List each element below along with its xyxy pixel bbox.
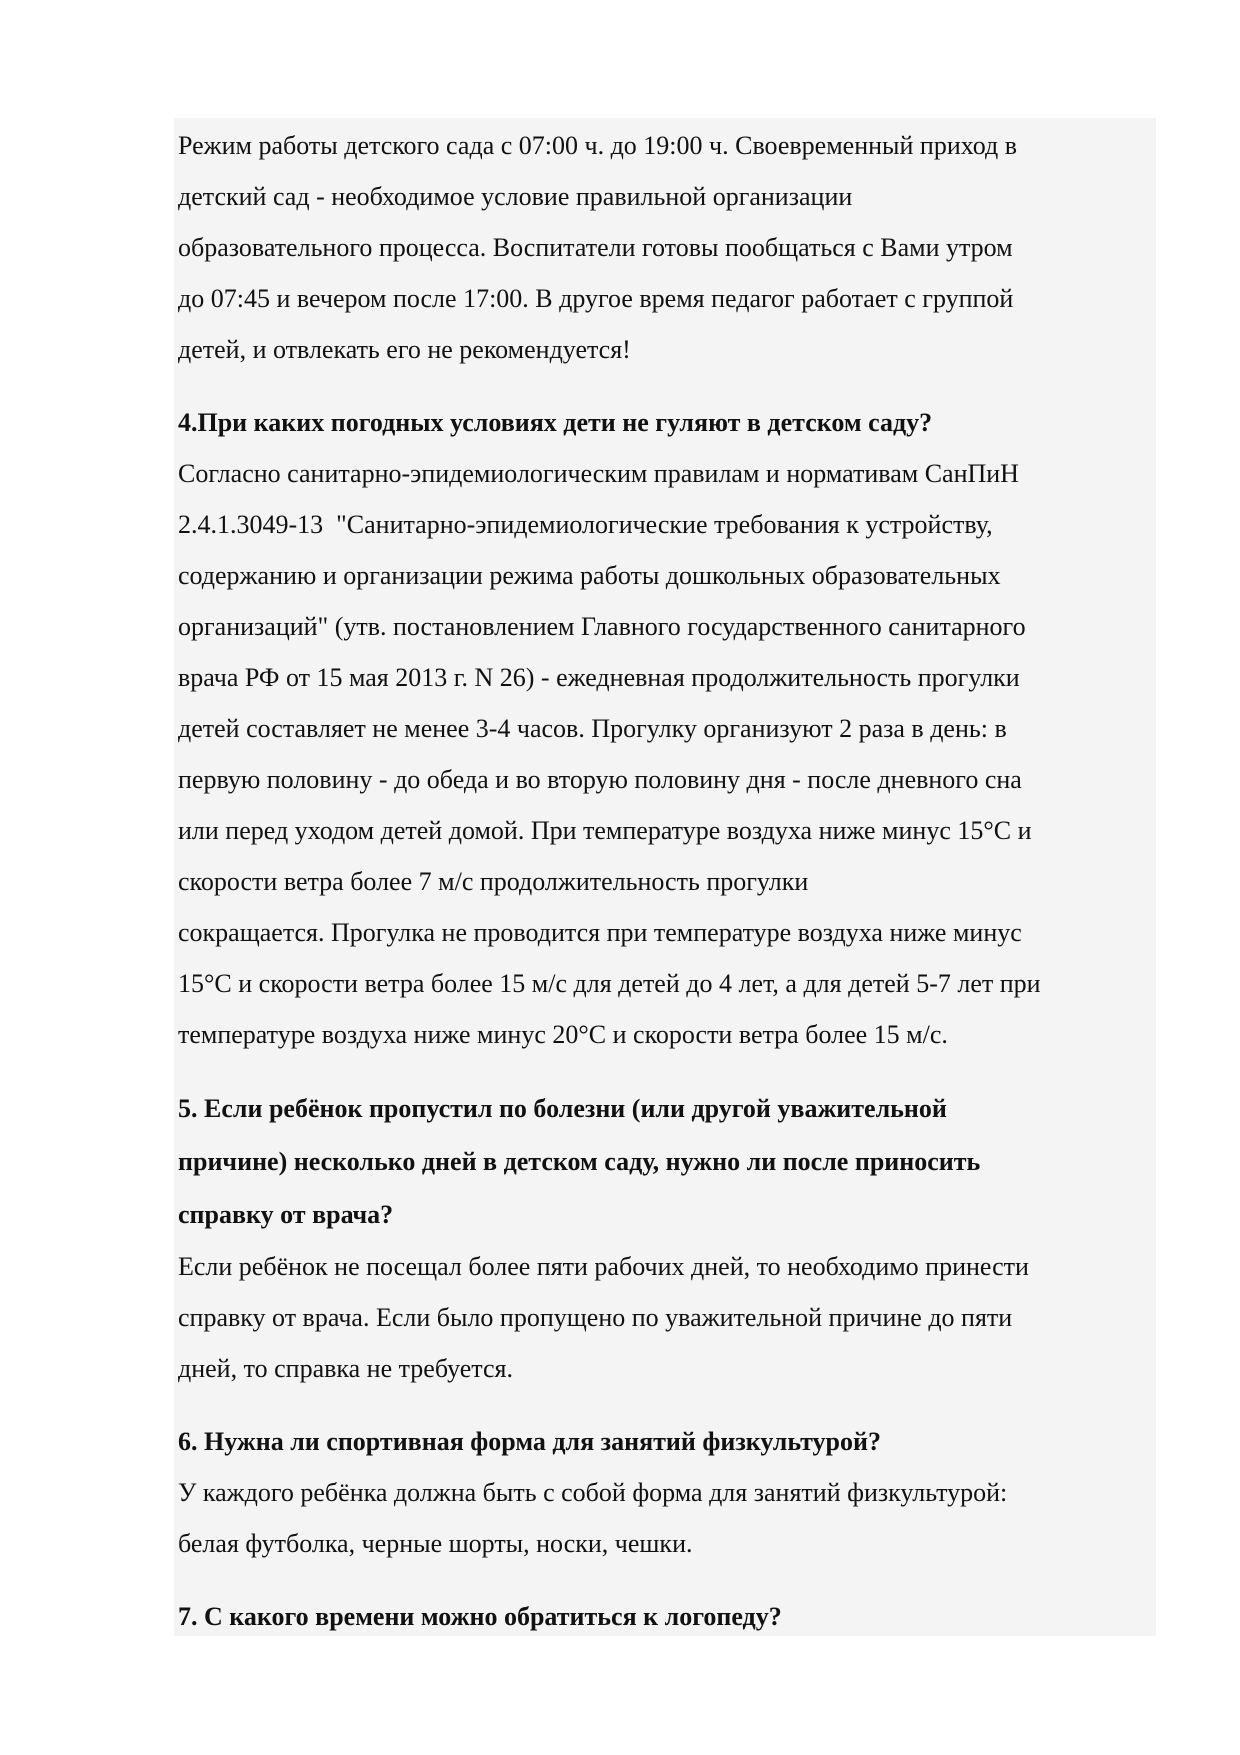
- text-line: детей составляет не менее 3-4 часов. Прогулку организуют 2 раза в день: в: [178, 714, 1007, 743]
- text-line: белая футболка, черные шорты, носки, чешки.: [178, 1529, 693, 1558]
- question-7-heading: [178, 1591, 1154, 1642]
- text-line: дней, то справка не требуется.: [178, 1354, 513, 1383]
- text-line: или перед уходом детей домой. При температуре воздуха ниже минус 15°С и: [178, 816, 1032, 845]
- paragraph-gap: [178, 375, 1154, 397]
- text-line: Если ребёнок не посещал более пяти рабочих дней, то необходимо принести: [178, 1252, 1029, 1281]
- text-line: Режим работы детского сада с 07:00 ч. до 19:00 ч. Своевременный приход в: [178, 131, 1018, 160]
- text-line: У каждого ребёнка должна быть с собой форма для занятий физкультурой:: [178, 1478, 1008, 1507]
- text-line: 15°С и скорости ветра более 15 м/с для детей до 4 лет, а для детей 5-7 лет при: [178, 969, 1041, 998]
- text-line: Согласно санитарно-эпидемиологическим правилам и нормативам СанПиН: [178, 459, 1019, 488]
- answer-5-paragraph: [178, 1241, 1154, 1394]
- text-line: содержанию и организации режима работы дошкольных образовательных: [178, 561, 1001, 590]
- text-line: первую половину - до обеда и во вторую половину дня - после дневного сна: [178, 765, 1022, 794]
- faq-text-column: [178, 120, 1154, 1642]
- question-line: 5. Если ребёнок пропустил по болезни (или другой уважительной: [178, 1094, 947, 1123]
- question-6-heading: [178, 1416, 1154, 1467]
- faq-content-block: [174, 118, 1156, 1636]
- answer-4-paragraph: [178, 448, 1154, 1060]
- text-line: скорости ветра более 7 м/с продолжительность прогулки: [178, 867, 809, 896]
- question-line: 4.При каких погодных условиях дети не гуляют в детском саду?: [178, 408, 933, 437]
- text-line: сокращается. Прогулка не проводится при температуре воздуха ниже минус: [178, 918, 1022, 947]
- paragraph-gap: [178, 1060, 1154, 1082]
- text-line: образовательного процесса. Воспитатели готовы пообщаться с Вами утром: [178, 233, 1013, 262]
- answer-6-paragraph: [178, 1467, 1154, 1569]
- question-line: 7. С какого времени можно обратиться к логопеду?: [178, 1602, 782, 1631]
- paragraph-gap: [178, 1569, 1154, 1591]
- text-line: врача РФ от 15 мая 2013 г. N 26) - ежедневная продолжительность прогулки: [178, 663, 1020, 692]
- text-line: организаций" (утв. постановлением Главного государственного санитарного: [178, 612, 1026, 641]
- text-line: 2.4.1.3049-13 "Санитарно-эпидемиологические требования к устройству,: [178, 510, 993, 539]
- text-line: температуре воздуха ниже минус 20°С и скорости ветра более 15 м/с.: [178, 1020, 948, 1049]
- paragraph-gap: [178, 1394, 1154, 1416]
- intro-paragraph: [178, 120, 1154, 375]
- text-line: детский сад - необходимое условие правильной организации: [178, 182, 853, 211]
- text-line: детей, и отвлекать его не рекомендуется!: [178, 335, 631, 364]
- question-line: справку от врача?: [178, 1200, 394, 1229]
- question-line: 6. Нужна ли спортивная форма для занятий физкультурой?: [178, 1427, 881, 1456]
- question-5-heading: [178, 1082, 1154, 1241]
- question-4-heading: [178, 397, 1154, 448]
- text-line: справку от врача. Если было пропущено по уважительной причине до пяти: [178, 1303, 1013, 1332]
- question-line: причине) несколько дней в детском саду, нужно ли после приносить: [178, 1147, 981, 1176]
- text-line: до 07:45 и вечером после 17:00. В другое время педагог работает с группой: [178, 284, 1014, 313]
